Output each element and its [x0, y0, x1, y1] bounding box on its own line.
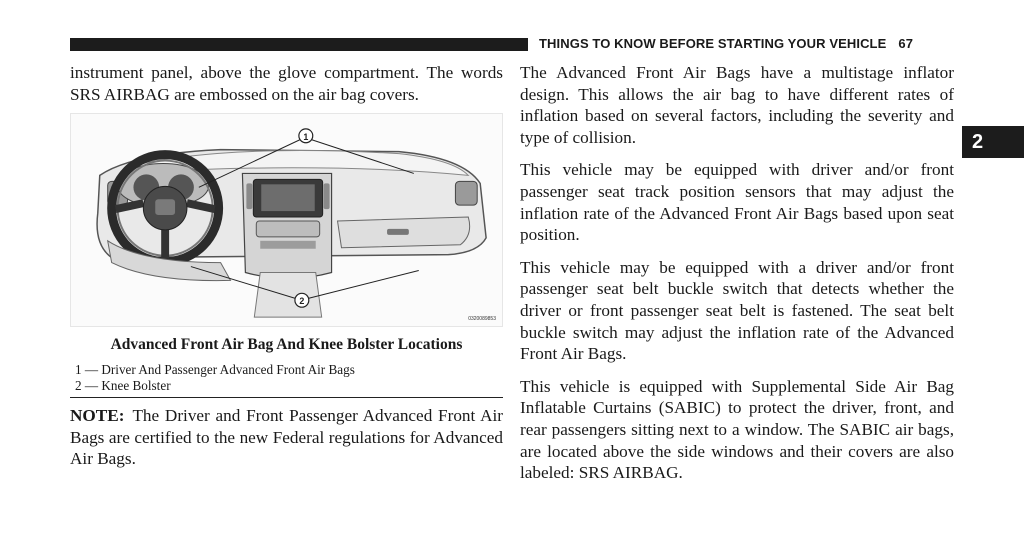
left-column [70, 62, 503, 105]
legend-item-1: 1 — Driver And Passenger Advanced Front Air Bags [75, 362, 355, 377]
paragraph-buckle-switch: This vehicle may be equipped with a driver and/or front passenger seat belt buckle switch that detects whether the driver or front passenger seat belt is fastened. The seat belt buckle switch may adjust the inflation rate of the Advanced Front Air Bags. [520, 257, 954, 364]
right-column [520, 62, 954, 495]
paragraph-sabic: This vehicle is equipped with Supplemental Side Air Bag Inflatable Curtains (SABIC) to protect the driver, front, and rear passengers sitting next to a window. The SABIC air bags, are located above the side windows and their covers are also labeled: SRS AIRBAG. [520, 376, 954, 483]
legend-item-2: 2 — Knee Bolster [75, 378, 171, 393]
figure-caption: Advanced Front Air Bag And Knee Bolster Locations [110, 336, 463, 353]
note-text: The Driver and Front Passenger Advanced Front Air Bags are certified to the new Federal regulations for Advanced Air Bags. [70, 406, 503, 469]
note-block [70, 405, 503, 470]
header-rule [70, 38, 528, 51]
paragraph-inflator: The Advanced Front Air Bags have a multistage inflator design. This allows the air bag to have different rates of inflation based on several factors, including the severity and type of collision. [520, 63, 954, 147]
note-label: NOTE: [70, 406, 125, 425]
dashboard-figure [70, 113, 503, 327]
header-title: THINGS TO KNOW BEFORE STARTING YOUR VEHICLE [539, 36, 887, 51]
figure-legend [75, 362, 503, 394]
page-number: 67 [898, 36, 914, 51]
intro-paragraph: instrument panel, above the glove compartment. The words SRS AIRBAG are embossed on the air bag covers. [70, 63, 503, 104]
chapter-tab: 2 [962, 126, 1024, 158]
callout-1-label: 1 [303, 131, 309, 142]
figure-id: 0320089853 [468, 316, 496, 322]
callout-2-label: 2 [299, 296, 305, 307]
paragraph-seat-track: This vehicle may be equipped with driver and/or front passenger seat track position sensors that may adjust the inflation rate of the Advanced Front Air Bags based upon seat position. [520, 160, 954, 245]
legend-divider [70, 397, 503, 398]
dashboard-illustration [71, 114, 502, 326]
running-header [539, 36, 959, 51]
